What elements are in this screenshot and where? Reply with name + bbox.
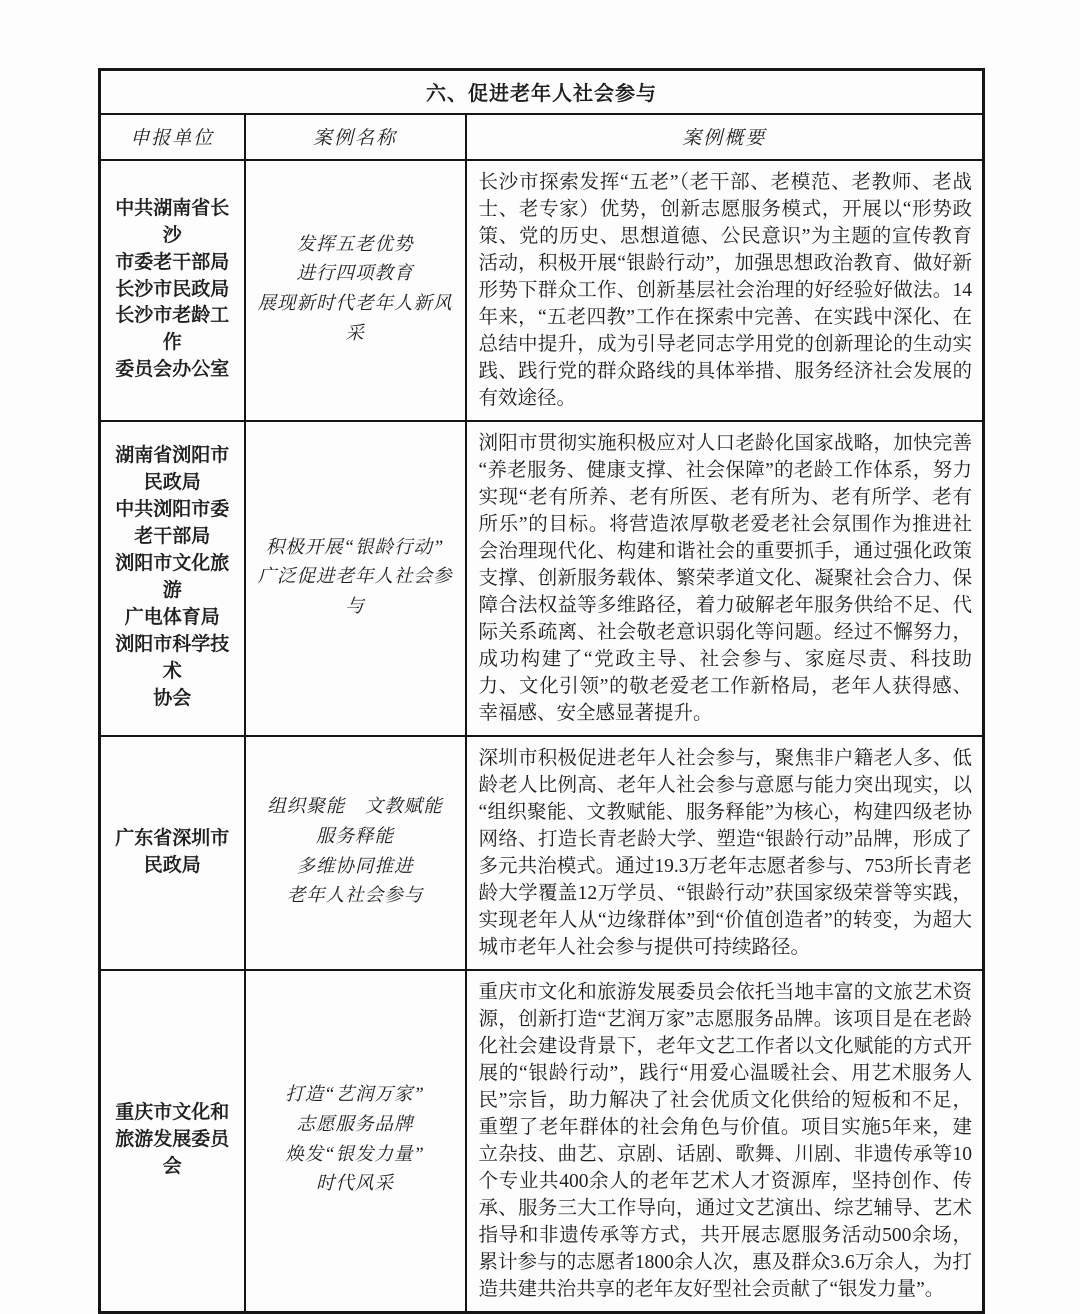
table-title-row [100, 70, 984, 114]
unit-cell: 中共湖南省长沙 市委老干部局 长沙市民政局 长沙市老龄工作 委员会办公室 [100, 160, 245, 421]
header-unit: 申报单位 [100, 114, 245, 160]
case-summary-cell: 浏阳市贯彻实施积极应对人口老龄化国家战略，加快完善“养老服务、健康支撑、社会保障”的老龄工作体系，努力实现“老有所养、老有所医、老有所为、老有所学、老有所乐”的目标。将营造浓厚敬老爱老社会氛围作为推进社会治理现代化、构建和谐社会的重要抓手，通过强化政策支撑、创新服务载体、繁荣孝道文化、凝聚社会合力、保障合法权益等多维路径，着力破解老年服务供给不足、代际关系疏离、社会敬老意识弱化等问题。经过不懈努力，成功构建了“党政主导、社会参与、家庭尽责、科技助力、文化引领”的敬老爱老工作新格局，老年人获得感、幸福感、安全感显著提升。 [466, 421, 984, 736]
table-row [100, 736, 984, 970]
case-table [98, 68, 985, 1314]
unit-cell: 广东省深圳市 民政局 [100, 736, 245, 970]
table-row [100, 160, 984, 421]
header-case-name: 案例名称 [245, 114, 466, 160]
table-title: 六、促进老年人社会参与 [100, 70, 984, 114]
case-name-cell: 组织聚能 文教赋能 服务释能 多维协同推进 老年人社会参与 [245, 736, 466, 970]
case-summary-cell: 深圳市积极促进老年人社会参与，聚焦非户籍老人多、低龄老人比例高、老年人社会参与意愿与能力突出现实，以“组织聚能、文教赋能、服务释能”为核心，构建四级老协网络、打造长青老龄大学、塑造“银龄行动”品牌，形成了多元共治模式。通过19.3万老年志愿者参与、753所长青老龄大学覆盖12万学员、“银龄行动”获国家级荣誉等实践，实现老年人从“边缘群体”到“价值创造者”的转变，为超大城市老年人社会参与提供可持续路径。 [466, 736, 984, 970]
table-row [100, 421, 984, 736]
unit-cell: 重庆市文化和 旅游发展委员会 [100, 970, 245, 1313]
case-summary-cell: 长沙市探索发挥“五老”（老干部、老模范、老教师、老战士、老专家）优势，创新志愿服务模式，开展以“形势政策、党的历史、思想道德、公民意识”为主题的宣传教育活动，积极开展“银龄行动”，加强思想政治教育、做好新形势下群众工作、创新基层社会治理的好经验好做法。14年来，“五老四教”工作在探索中完善、在实践中深化、在总结中提升，成为引导老同志学用党的创新理论的生动实践、践行党的群众路线的具体举措、服务经济社会发展的有效途径。 [466, 160, 984, 421]
header-case-summary: 案例概要 [466, 114, 984, 160]
case-summary-cell: 重庆市文化和旅游发展委员会依托当地丰富的文旅艺术资源，创新打造“艺润万家”志愿服务品牌。该项目是在老龄化社会建设背景下，老年文艺工作者以文化赋能的方式开展的“银龄行动”，践行“用爱心温暖社会、用艺术服务人民”宗旨，助力解决了社会优质文化供给的短板和不足，重塑了老年群体的社会角色与价值。项目实施5年来，建立杂技、曲艺、京剧、话剧、歌舞、川剧、非遗传承等10个专业共400余人的老年艺术人才资源库，坚持创作、传承、服务三大工作导向，通过文艺演出、综艺辅导、艺术指导和非遗传承等方式，共开展志愿服务活动500余场，累计参与的志愿者1800余人次，惠及群众3.6万余人，为打造共建共治共享的老年友好型社会贡献了“银发力量”。 [466, 970, 984, 1313]
case-name-cell: 打造“艺润万家” 志愿服务品牌 焕发“银发力量” 时代风采 [245, 970, 466, 1313]
table-row [100, 970, 984, 1313]
case-name-cell: 积极开展“银龄行动” 广泛促进老年人社会参与 [245, 421, 466, 736]
table-header-row [100, 114, 984, 160]
case-name-cell: 发挥五老优势 进行四项教育 展现新时代老年人新风采 [245, 160, 466, 421]
unit-cell: 湖南省浏阳市 民政局 中共浏阳市委 老干部局 浏阳市文化旅游 广电体育局 浏阳市科学技术 协会 [100, 421, 245, 736]
